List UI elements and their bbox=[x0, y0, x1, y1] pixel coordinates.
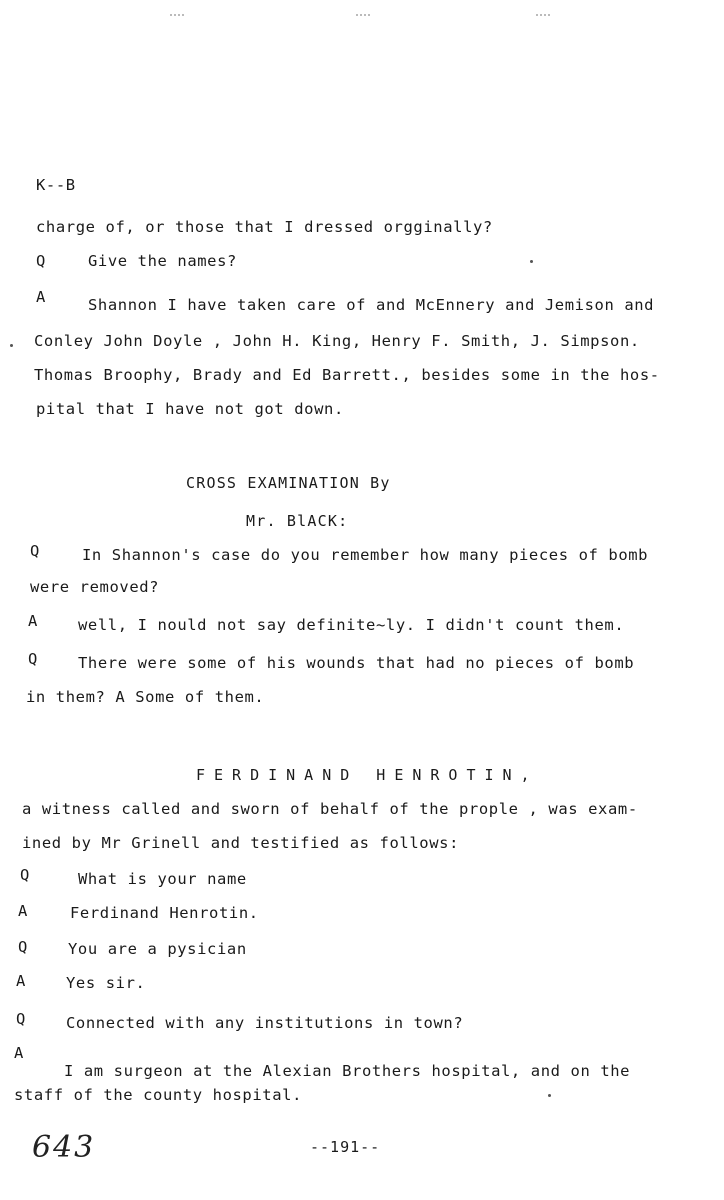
transcript-line: Connected with any institutions in town? bbox=[66, 1014, 464, 1032]
transcript-line: Ferdinand Henrotin. bbox=[70, 904, 259, 922]
question-marker: Q bbox=[30, 542, 40, 560]
transcript-line: charge of, or those that I dressed orgginally? bbox=[36, 218, 493, 236]
transcript-line: Conley John Doyle , John H. King, Henry F. Smith, J. Simpson. bbox=[34, 332, 640, 350]
transcript-line: staff of the county hospital. bbox=[14, 1086, 303, 1104]
transcript-line: In Shannon's case do you remember how many pieces of bomb bbox=[82, 546, 649, 564]
scan-speck bbox=[536, 10, 550, 16]
question-marker: Q bbox=[28, 650, 38, 668]
scan-speck bbox=[170, 10, 184, 16]
transcript-line: pital that I have not got down. bbox=[36, 400, 344, 418]
answer-marker: A bbox=[28, 612, 38, 630]
scan-speck bbox=[356, 10, 370, 16]
page-ref: K--B bbox=[36, 176, 76, 194]
transcript-line: in them? A Some of them. bbox=[26, 688, 265, 706]
examiner-name: Mr. BlACK: bbox=[246, 512, 349, 530]
question-marker: Q bbox=[36, 252, 46, 270]
answer-marker: A bbox=[18, 902, 28, 920]
transcript-line: You are a pysician bbox=[68, 940, 247, 958]
transcript-line: What is your name bbox=[78, 870, 247, 888]
transcript-line: There were some of his wounds that had no pieces of bomb bbox=[78, 654, 635, 672]
typed-page-number: --191-- bbox=[310, 1138, 381, 1156]
scan-dot bbox=[10, 344, 13, 347]
witness-intro-line: ined by Mr Grinell and testified as follows: bbox=[22, 834, 459, 852]
answer-marker: A bbox=[14, 1044, 24, 1062]
handwritten-page-number: 643 bbox=[32, 1130, 96, 1165]
witness-intro-line: a witness called and sworn of behalf of the prople , was exam- bbox=[22, 800, 638, 818]
transcript-line: Shannon I have taken care of and McEnnery and Jemison and bbox=[88, 296, 655, 314]
scan-dot bbox=[530, 260, 533, 263]
transcript-line: Thomas Broophy, Brady and Ed Barrett., besides some in the hos- bbox=[34, 366, 660, 384]
witness-name-heading: FERDINAND HENROTIN, bbox=[196, 766, 539, 784]
answer-marker: A bbox=[36, 288, 46, 306]
transcript-line: I am surgeon at the Alexian Brothers hospital, and on the bbox=[64, 1062, 631, 1080]
question-marker: Q bbox=[18, 938, 28, 956]
answer-marker: A bbox=[16, 972, 26, 990]
cross-examination-heading: CROSS EXAMINATION By bbox=[186, 474, 391, 492]
question-marker: Q bbox=[20, 866, 30, 884]
question-marker: Q bbox=[16, 1010, 26, 1028]
transcript-line: Yes sir. bbox=[66, 974, 146, 992]
transcript-line: Give the names? bbox=[88, 252, 237, 270]
scan-dot bbox=[548, 1094, 551, 1097]
transcript-line: well, I nould not say definite~ly. I didn't count them. bbox=[78, 616, 625, 634]
transcript-line: were removed? bbox=[30, 578, 160, 596]
